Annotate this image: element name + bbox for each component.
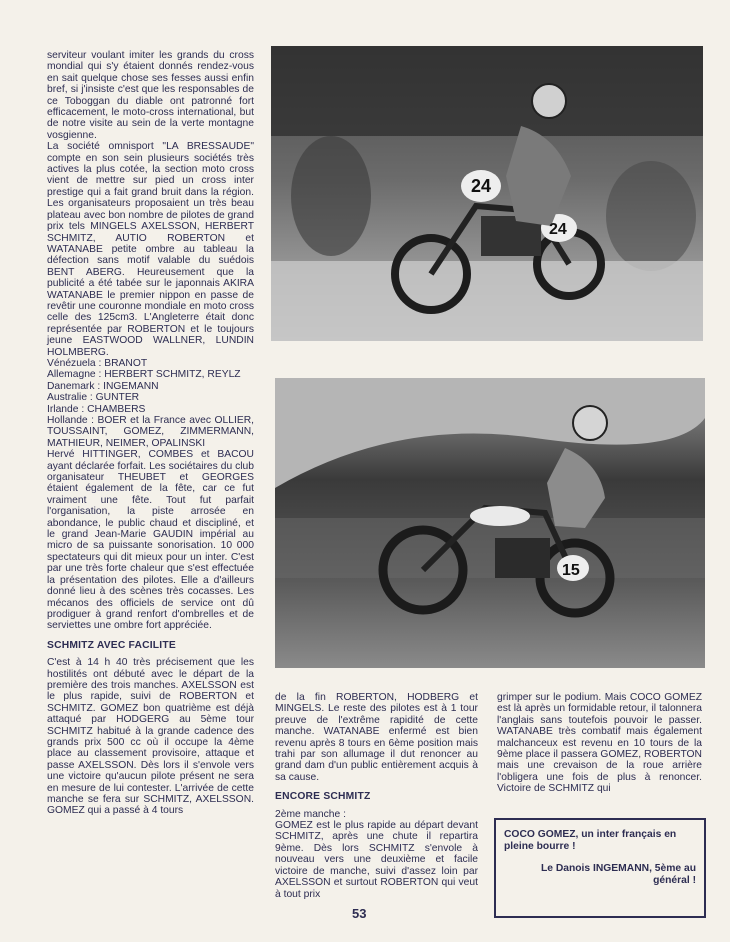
col2-subheading-manche: 2ème manche : <box>275 808 346 820</box>
country-danemark: Danemark : INGEMANN <box>47 380 159 392</box>
col1-paragraph-2: La société omnisport "LA BRESSAUDE" compte en son sein plusieurs sociétés très actives la plus cotée, la section moto cross vient de mettre sur pied un cross inter prestige qui a fait grand bruit dans la région. Les organisateurs proposaient un très beau plateau avec bon nombre de pilotes de grand prix tels MINGELS AXELSSON, HERBERT SCHMITZ, AUTIO ROBERTON et WATANABE petite ombre au tableau la défection sans motif valable du suédois BENT ABERG. Heureusement que la publicité a été tabée sur le japonnais AKIRA WATANABE le premier nippon en passe de revêtir une couronne mondiale en moto cross celle des 125cm3. L'Angleterre était donc représentée par ROBERTON et le toujours jeune EASTWOOD WALLNER, LUNDIN HOLMBERG. <box>47 141 254 358</box>
photo-rider-15-jump <box>275 378 705 668</box>
col3-paragraph-1: grimper sur le podium. Mais COCO GOMEZ est là après un formidable retour, il talonnera l'anglais sans toutefois pouvoir le passer. WATANABE très combatif mais également malchanceux est revenu en 10 tours de la 9ème place il passera GOMEZ, ROBERTON mais une crevaison de la roue arrière l'obligera une fois de plus à renoncer. Victoire de SCHMITZ qui <box>497 692 702 795</box>
photo-rider-24 <box>271 46 703 341</box>
caption-line-1: COCO GOMEZ, un inter français en pleine bourre ! <box>504 829 677 852</box>
text-column-3 <box>497 692 702 795</box>
plate-number: 15 <box>562 562 580 579</box>
text-column-2 <box>275 692 478 900</box>
country-irlande: Irlande : CHAMBERS <box>47 403 146 415</box>
country-allemagne: Allemagne : HERBERT SCHMITZ, REYLZ <box>47 369 241 381</box>
country-hollande: Hollande : BOER et la France avec OLLIER, TOUSSAINT, GOMEZ, ZIMMERMANN, MATHIEUR, NEIMER, OPALINSKI <box>47 415 254 449</box>
plate-number-front: 24 <box>471 176 492 196</box>
col2-paragraph-1: de la fin ROBERTON, HODBERG et MINGELS. Le reste des pilotes est à 1 tour preuve de l'extrême rapidité de cette manche. WATANABE enfermé est bien revenu après 8 tours en 6ème position mais trahi par son allumage il dut renoncer au grand dam d'un public entièrement acquis à sa cause. <box>275 692 478 783</box>
plate-number-side: 24 <box>549 221 567 238</box>
section-heading-schmitz-avec-facilite: SCHMITZ AVEC FACILITE <box>47 639 176 651</box>
page-number: 53 <box>352 906 367 921</box>
col2-paragraph-2: GOMEZ est le plus rapide au départ devant SCHMITZ, après une chute il repartira 9ème. Dès lors SCHMITZ s'envole à nouveau vers une deuxième et facile victoire de manche, suivi d'assez loin par AXELSSON et surtout ROBERTON qui veut à tout prix <box>275 820 478 900</box>
country-venezuela: Vénézuela : BRANOT <box>47 357 148 369</box>
col1-paragraph-4: C'est à 14 h 40 très précisement que les hostilités ont débuté avec le départ de la première des trois manches. AXELSSON est le plus rapide, suivi de ROBERTON et SCHMITZ. GOMEZ bon quatrième est déjà attaqué par HODGERG au 5ème tour SCHMITZ habitué à la grande cadence des grands prix 500 cc où il occupe la 4ème place au classement provisoire, attaque et passe AXELSSON. Dès lors il s'envole vers une victoire qu'aucun pilote présent ne sera en mesure de lui contester. L'arrivée de cette manche se fera sur SCHMITZ, AXELSSON. GOMEZ qui a passé à 4 tours <box>47 657 254 817</box>
section-heading-encore-schmitz: ENCORE SCHMITZ <box>275 791 371 803</box>
col1-paragraph-1: serviteur voulant imiter les grands du cross mondial qui s'y étaient donnés rendez-vous en sait quelque chose ses fesses aussi enfin bref, si j'insiste c'est que les responsables de ce Toboggan du diable ont patronné fort efficacement, le moto-cross international, but de notre visite au sein de la verte montagne vosgienne. <box>47 50 254 141</box>
photo-caption-box <box>494 818 706 918</box>
country-australie: Australie : GUNTER <box>47 392 140 404</box>
caption-line-2: Le Danois INGEMANN, 5ème au général ! <box>540 863 696 886</box>
text-column-1 <box>47 50 254 817</box>
col1-paragraph-3: Hervé HITTINGER, COMBES et BACOU ayant déclarée forfait. Les sociétaires du club organisateur THEUBET et GEORGES étaient également de la fête, car ce fut vraiment une fête. Tout fut parfait l'organisation, la piste arrosée en abondance, le public chaud et discipliné, et le grand Jean-Marie GAUDIN impérial au micro de sa puissante sonorisation. 10 000 spectateurs qui dit mieux pour un inter. C'est par une très forte chaleur que s'est effectuée la présentation des pilotes. Elle a d'ailleurs donné lieu à des scènes très cocasses. Les mécanos des officiels de service ont dû prodiguer à grand renfort d'ombrelles et de serviettes une ombre fort appréciée. <box>47 449 254 632</box>
